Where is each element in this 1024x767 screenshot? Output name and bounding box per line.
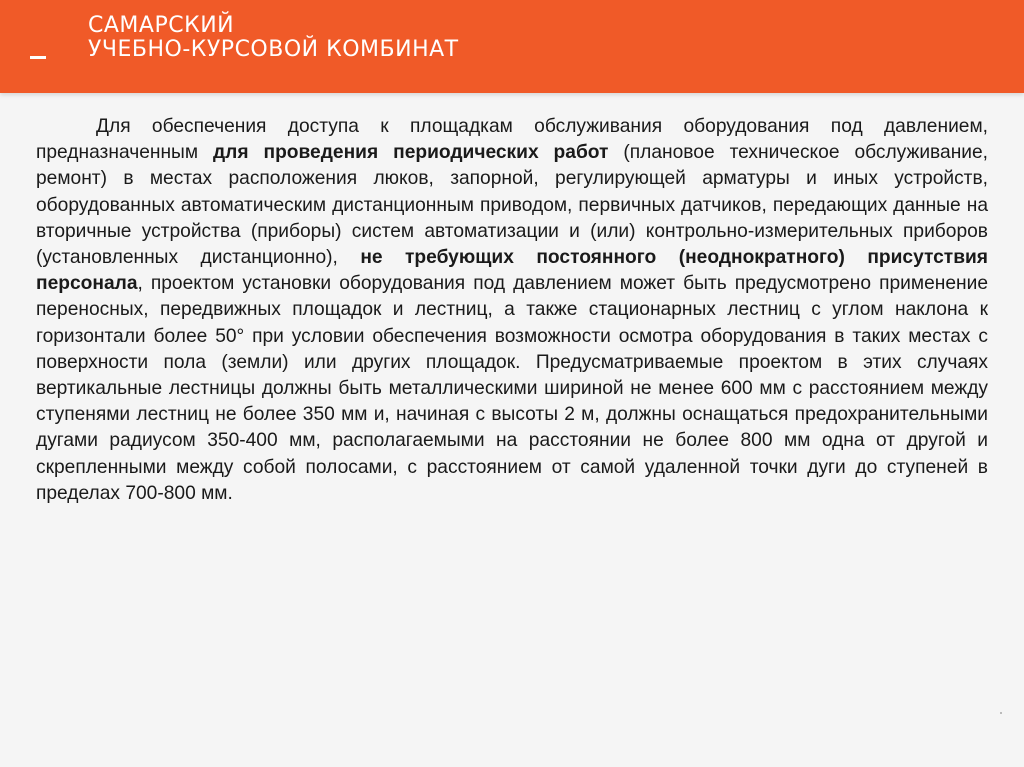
corner-dot [1000,712,1002,714]
text-segment-2: (плановое техническое обслуживание, ремонт) в местах расположения люков, запорной, регулирующей арматуры и иных устройств, оборудованных автоматическим дистанционным приводом, первичных датчиков, передающих данные на вторичные устройства (приборы) систем автоматизации и (или) контрольно-измерительных приборов (установленных дистанционно), [36,142,989,269]
title-line-2: УЧЕБНО-КУРСОВОЙ КОМБИНАТ [88,37,459,62]
organization-title [88,14,459,62]
title-line-1: САМАРСКИЙ [88,13,235,38]
text-segment-1: Для обеспечения доступа к площадкам обслуживания оборудования под давлением, предназначенным [36,116,988,164]
logo-dash-icon [30,56,46,59]
bold-segment-periodic-works: для проведения периодических работ [212,142,609,164]
body-paragraph [36,114,988,507]
text-segment-3: , проектом установки оборудования под давлением может быть предусмотрено применение переносных, передвижных площадок и лестниц, а также стационарных лестниц с углом наклона к горизонтали более 50° при условии обеспечения возможности осмотра оборудования в таких местах с поверхности пола (земли) или других площадок. Предусматриваемые проектом в этих случаях вертикальные лестницы должны быть металлическими шириной не менее 600 мм с расстоянием между ступенями лестниц не более 350 мм и, начиная с высоты 2 м, должны оснащаться предохранительными дугами радиусом 350-400 мм, располагаемыми на расстоянии не более 800 мм одна от другой и скрепленными между собой полосами, с расстоянием от самой удаленной точки дуги до ступеней в пределах 700-800 мм. [36,273,988,504]
header-bar [0,0,1024,93]
bold-segment-no-personnel: не требующих постоянного (неоднократного) присутствия персонала [36,247,988,295]
